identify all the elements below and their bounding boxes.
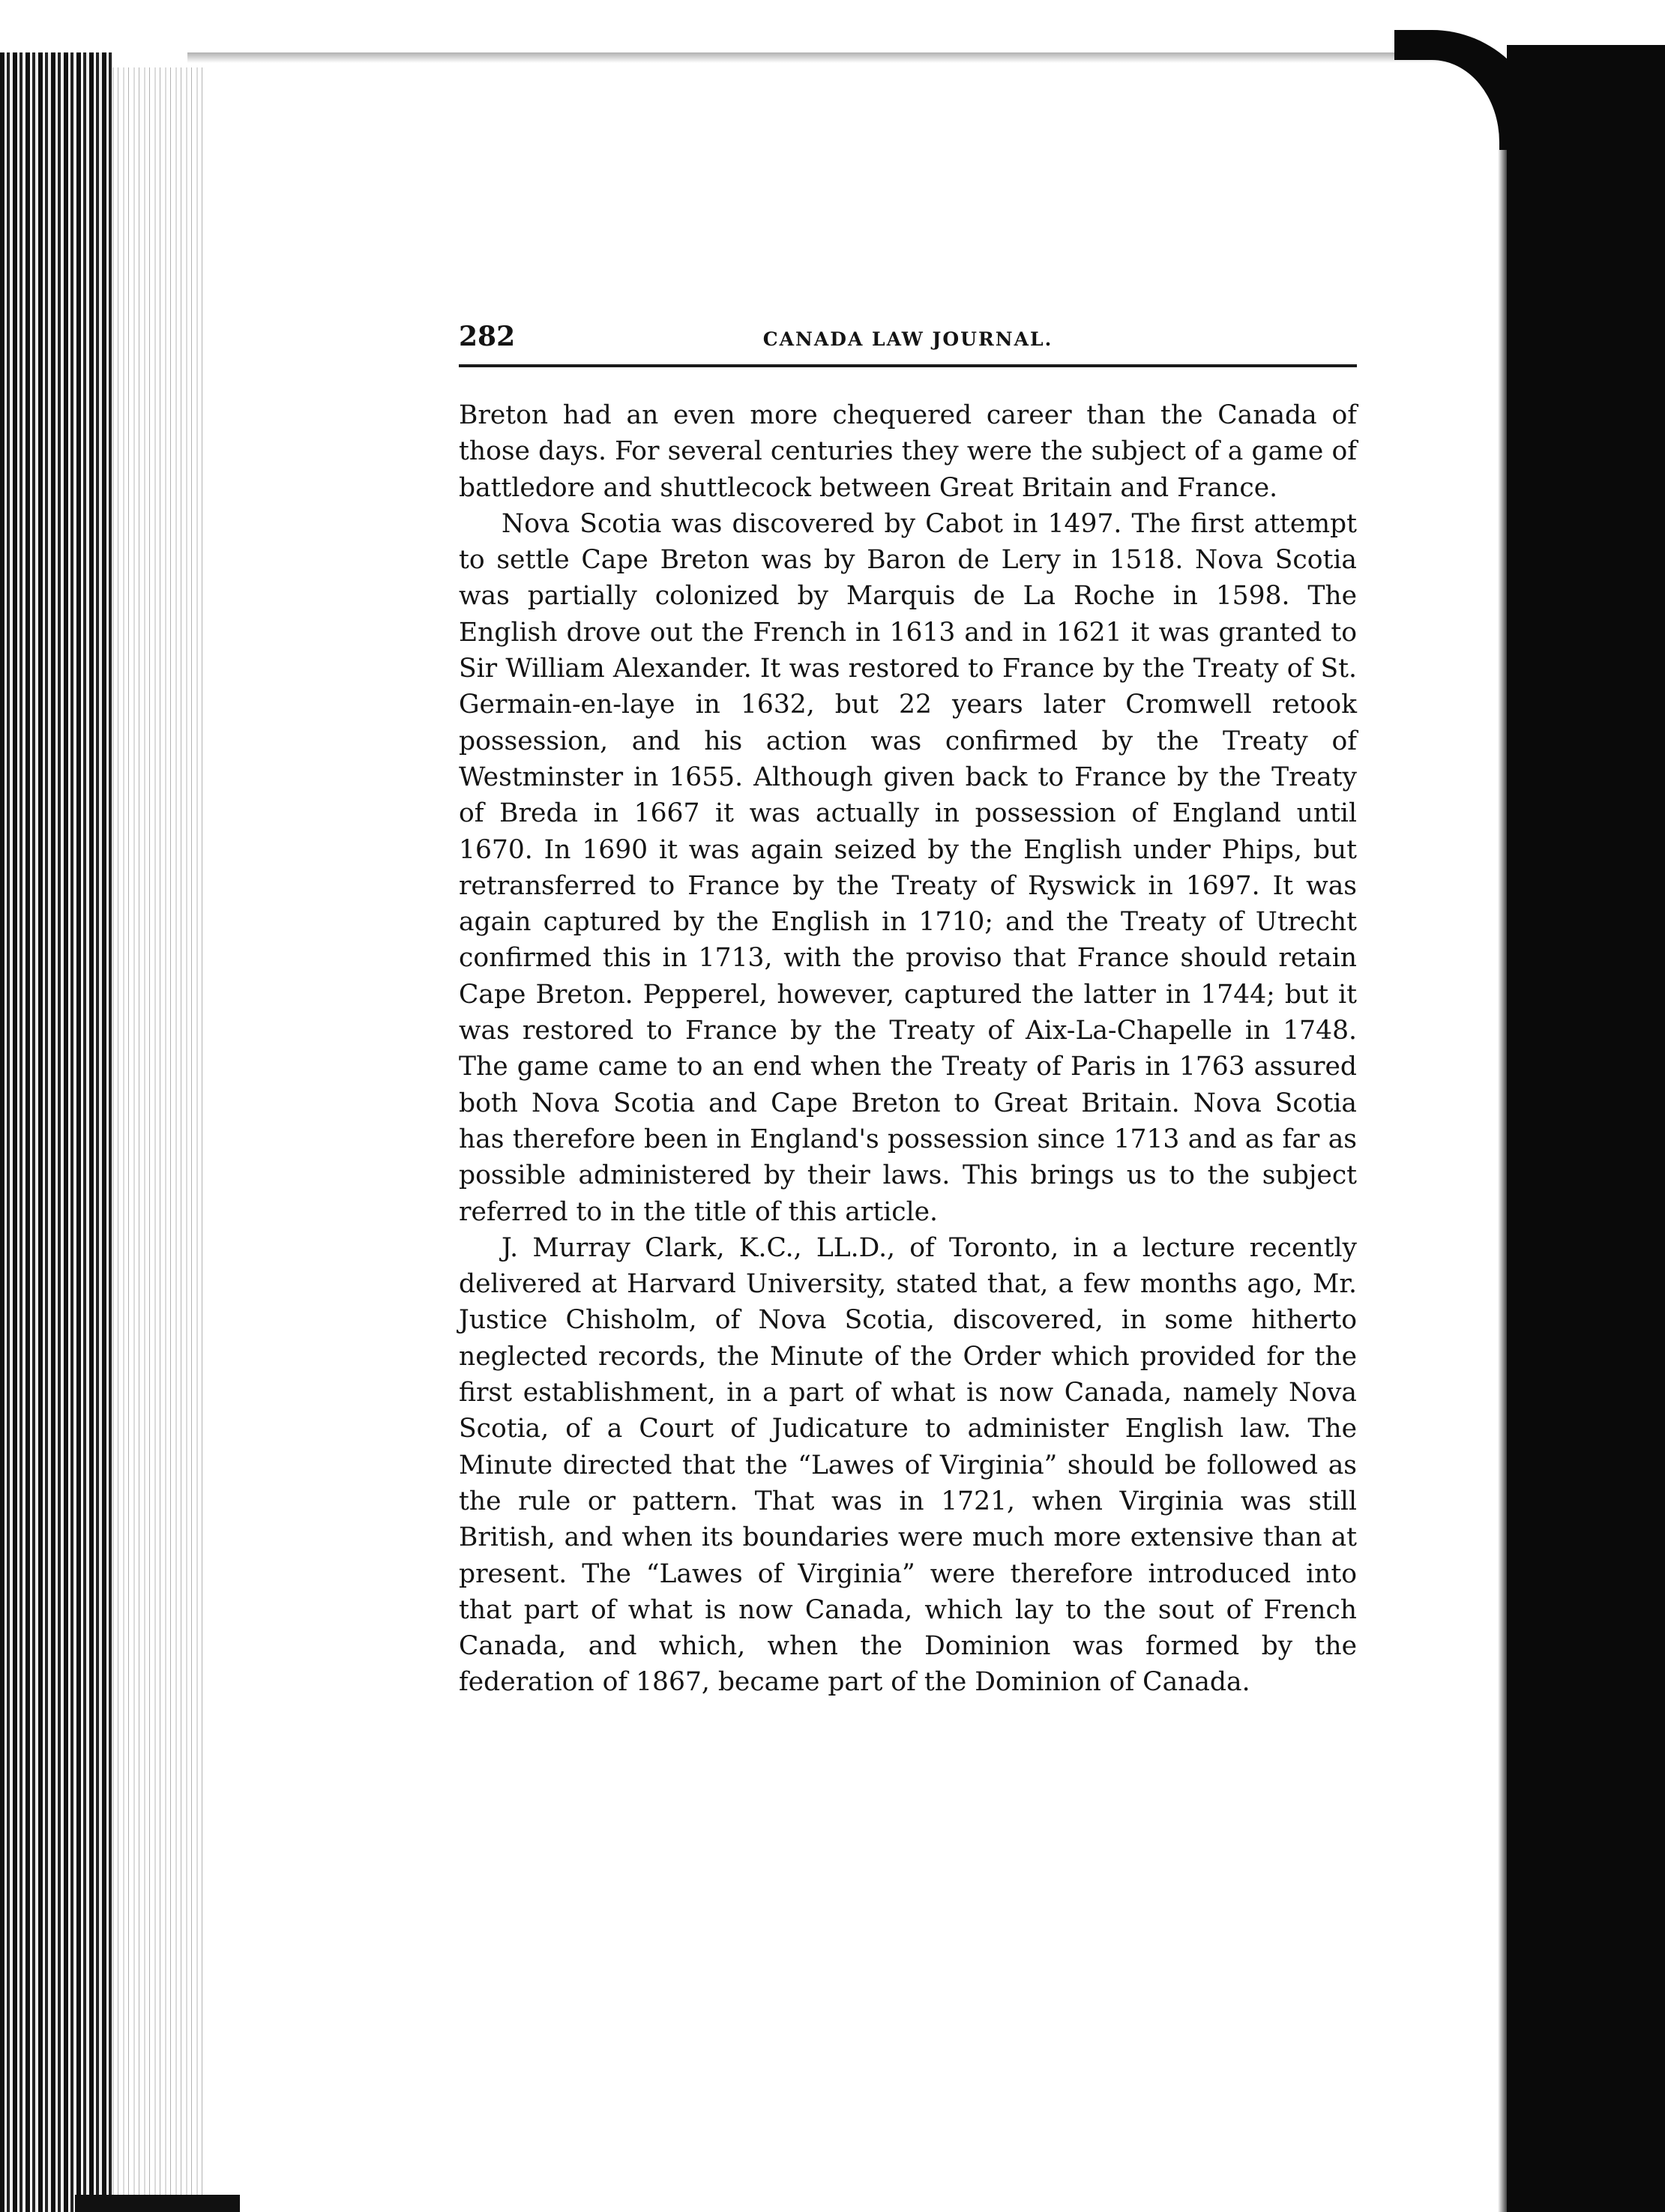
book-spine-shadow bbox=[0, 52, 112, 2212]
running-head: CANADA LAW JOURNAL. bbox=[762, 328, 1053, 350]
paragraph: J. Murray Clark, K.C., LL.D., of Toronto, in a lecture recently delivered at Harvard University, stated that, a few months ago, Mr. Justice Chisholm, of Nova Scotia, discovered, in some hitherto neglected records, the Minute of the Order which provided for the first establishment, in a part of what is now Canada, namely Nova Scotia, of a Court of Judicature to administer English law. The Minute directed that the “Lawes of Virginia” should be followed as the rule or pattern. That was in 1721, when Virginia was still British, and when its boundaries were much more extensive than at present. The “Lawes of Virginia” were therefore introduced into that part of what is now Canada, which lay to the sout of French Canada, and which, when the Dominion was formed by the federation of 1867, became part of the Dominion of Canada. bbox=[459, 1232, 1357, 1698]
header-rule bbox=[459, 364, 1357, 367]
right-scan-border bbox=[1507, 45, 1665, 2212]
paragraph: Nova Scotia was discovered by Cabot in 1497. The first attempt to settle Cape Breton was by Baron de Lery in 1518. Nova Scotia was partially colonized by Marquis de La Roche in 1598. The English drove out the French in 1613 and in 1621 it was granted to Sir William Alexander. It was restored to France by the Treaty of St. Germain-en-laye in 1632, but 22 years later Cromwell retook possession, and his action was confirmed by the Treaty of Westminster in 1655. Although given back to France by the Treaty of Breda in 1667 it was actually in possession of England until 1670. In 1690 it was again seized by the English under Phips, but retransferred to France by the Treaty of Ryswick in 1697. It was again captured by the English in 1710; and the Treaty of Utrecht confirmed this in 1713, with the proviso that France should retain Cape Breton. Pepperel, however, captured the latter in 1744; but it was restored to France by the Treaty of Aix-La-Chapelle in 1748. The game came to an end when the Treaty of Paris in 1763 assured both Nova Scotia and Cape Breton to Great Britain. Nova Scotia has therefore been in England's possession since 1713 and as far as possible administered by their laws. This brings us to the subject referred to in the title of this article. bbox=[459, 508, 1357, 1227]
page-header bbox=[459, 315, 1357, 360]
page-edges bbox=[112, 67, 202, 2196]
bottom-scan-border bbox=[75, 2195, 240, 2212]
top-page-edge bbox=[187, 52, 1462, 63]
right-page-edge bbox=[1498, 150, 1507, 2212]
page-number: 282 bbox=[459, 321, 516, 352]
paragraph: Breton had an even more chequered career than the Canada of those days. For several centuries they were the subject of a game of battledore and shuttlecock between Great Britain and France. bbox=[459, 400, 1357, 503]
article-body bbox=[459, 397, 1357, 1701]
